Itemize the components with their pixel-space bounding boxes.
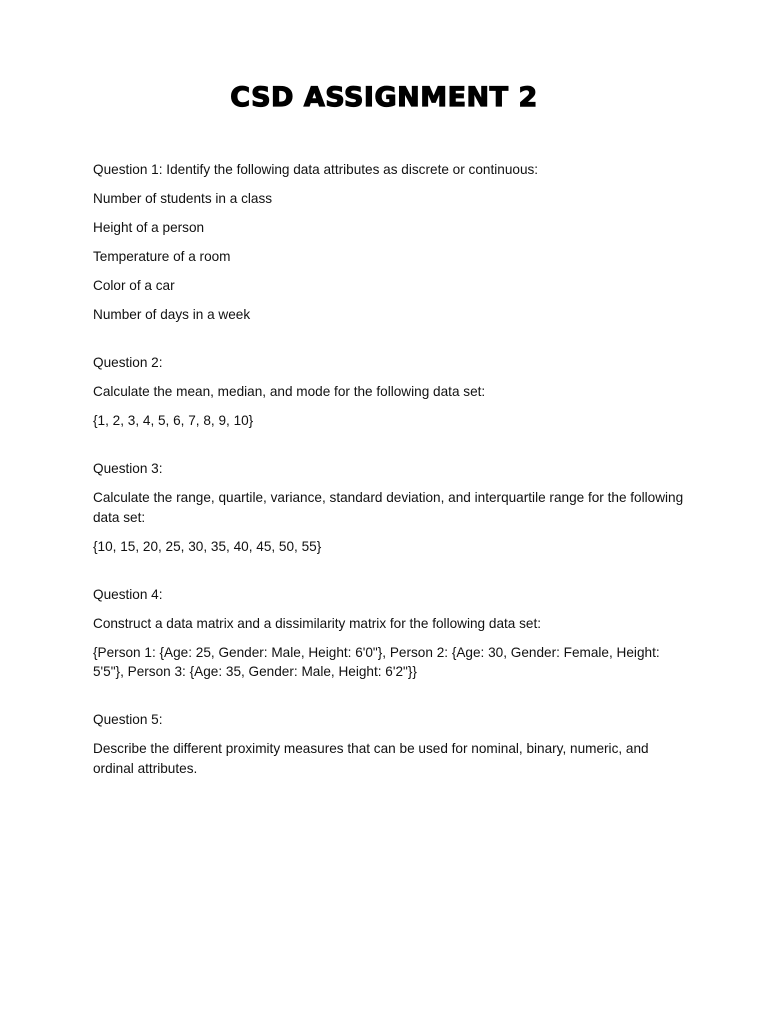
question-1-item: Color of a car (93, 278, 175, 293)
question-1-item: Height of a person (93, 220, 205, 235)
question-1-item: Temperature of a room (93, 249, 231, 264)
question-4-heading: Question 4: (93, 586, 163, 602)
question-3-heading: Question 3: (93, 461, 163, 476)
question-5-heading: Question 5: (93, 712, 163, 727)
question-1-item: Number of students in a class (93, 191, 273, 206)
assignment-body (93, 160, 685, 788)
question-2-text: Calculate the mean, median, and mode for the following data set: (93, 384, 486, 399)
page-title: CSD ASSIGNMENT 2 (230, 82, 538, 113)
question-5-text: Describe the different proximity measures that can be used for nominal, binary, numeric, and ordinal attributes. (93, 741, 649, 776)
question-1-heading: Question 1: Identify the following data attributes as discrete or continuous: (93, 162, 539, 177)
question-4-text: Construct a data matrix and a dissimilarity matrix for the following data set: (93, 615, 542, 631)
question-2-heading: Question 2: (93, 355, 163, 370)
question-3-data-set: {10, 15, 20, 25, 30, 35, 40, 45, 50, 55} (93, 538, 322, 554)
question-1-item: Number of days in a week (93, 307, 251, 322)
question-4-data-set: {Person 1: {Age: 25, Gender: Male, Height: 6'0"}, Person 2: {Age: 30, Gender: Female, Height: 5'5"}, Person 3: {Age: 35, Gender: Male, Height: 6'2"}} (93, 644, 660, 679)
question-3-text: Calculate the range, quartile, variance, standard deviation, and interquartile range for the following data set: (93, 490, 684, 525)
question-2-data-set: {1, 2, 3, 4, 5, 6, 7, 8, 9, 10} (93, 413, 254, 428)
